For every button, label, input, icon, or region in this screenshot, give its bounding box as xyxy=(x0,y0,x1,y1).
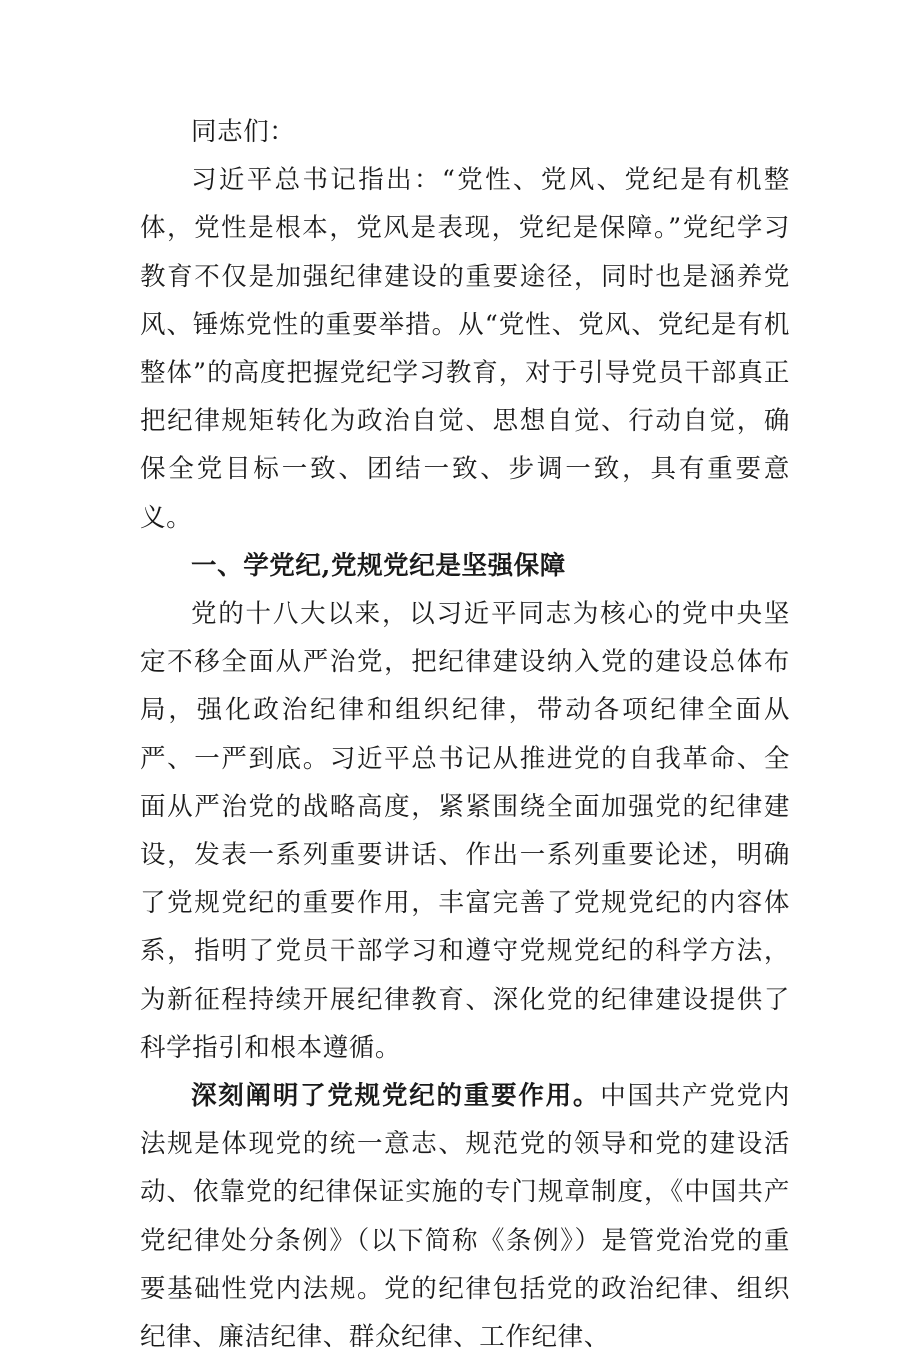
paragraph-body-text: 中国共产党党内法规是体现党的统一意志、规范党的领导和党的建设活动、依靠党的纪律保证实施的专门规章制度，《中国共产党纪律处分条例》（以下简称《条例》）是管党治党的重要基础性党内法规。党的纪律包括党的政治纪律、组织纪律、廉洁纪律、群众纪律、工作纪律、 xyxy=(140,1081,790,1353)
section-paragraph-1: 党的十八大以来，以习近平同志为核心的党中央坚定不移全面从严治党，把纪律建设纳入党的建设总体布局，强化政治纪律和组织纪律，带动各项纪律全面从严、一严到底。习近平总书记从推进党的自我革命、全面从严治党的战略高度，紧紧围绕全面加强党的纪律建设，发表一系列重要讲话、作出一系列重要论述，明确了党规党纪的重要作用，丰富完善了党规党纪的内容体系，指明了党员干部学习和遵守党规党纪的科学方法，为新征程持续开展纪律教育、深化党的纪律建设提供了科学指引和根本遵循。 xyxy=(140,599,790,1063)
paragraph-lead-sentence: 深刻阐明了党规党纪的重要作用。 xyxy=(191,1081,601,1112)
section-heading: 一、学党纪,党规党纪是坚强保障 xyxy=(191,550,566,581)
salutation: 同志们： xyxy=(191,117,296,147)
section-paragraph-2 xyxy=(140,1072,790,1361)
intro-paragraph: 习近平总书记指出：“党性、党风、党纪是有机整体，党性是根本，党风是表现，党纪是保障。”党纪学习教育不仅是加强纪律建设的重要途径，同时也是涵养党风、锤炼党性的重要举措。从“党性、党风、党纪是有机整体”的高度把握党纪学习教育，对于引导党员干部真正把纪律规矩转化为政治自觉、思想自觉、行动自觉，确保全党目标一致、团结一致、步调一致，具有重要意义。 xyxy=(140,165,790,533)
document-body xyxy=(140,108,790,1361)
